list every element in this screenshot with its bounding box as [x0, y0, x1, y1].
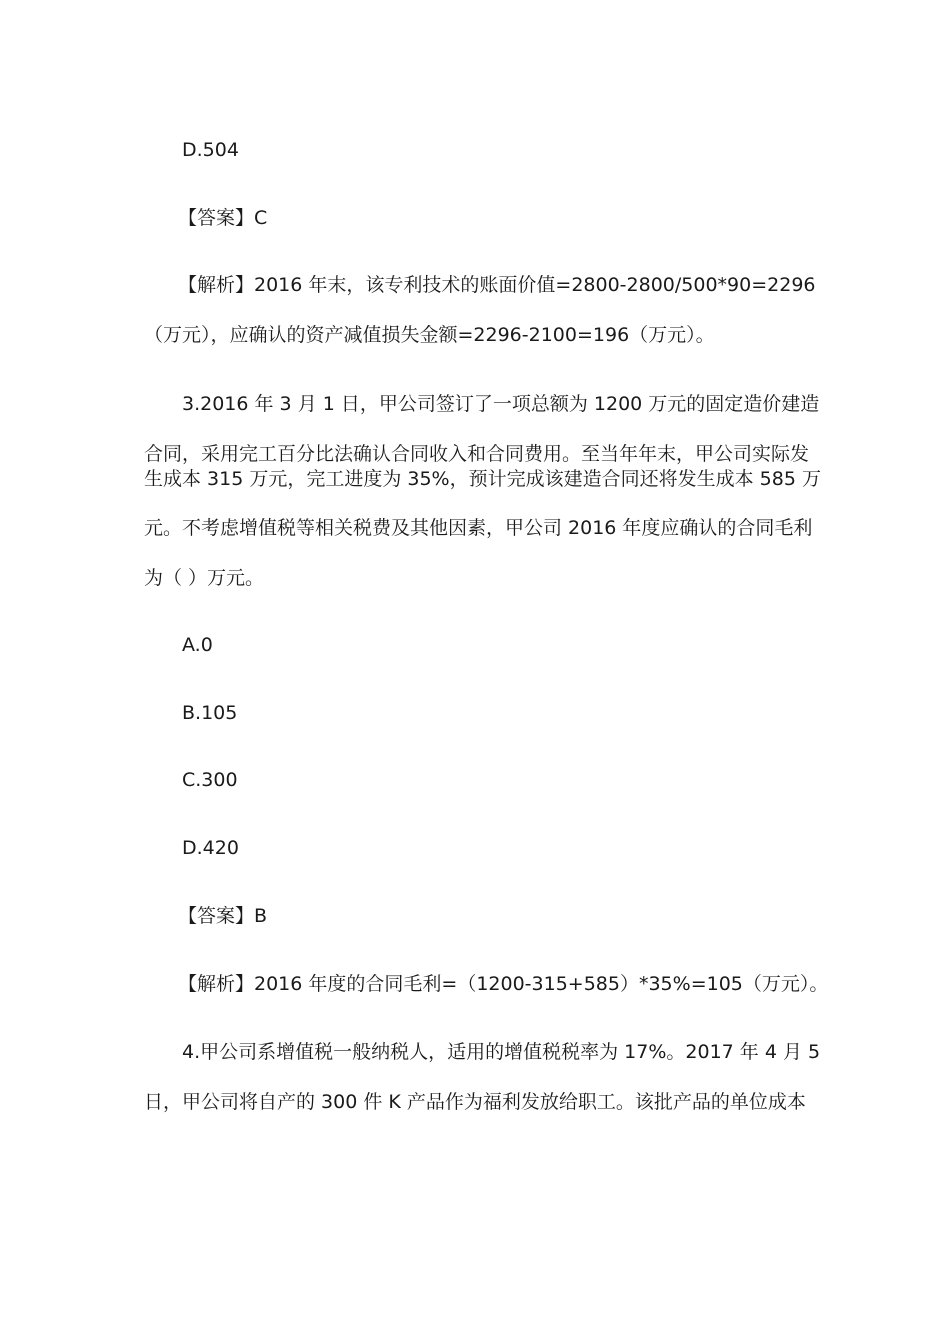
- q4-stem-line2: 日，甲公司将自产的 300 件 K 产品作为福利发放给职工。该批产品的单位成本: [144, 1091, 806, 1113]
- q2-analysis-line1: 【解析】2016 年末，该专利技术的账面价值=2800-2800/500*90=2296: [178, 274, 816, 296]
- q2-answer: 【答案】C: [178, 207, 268, 229]
- q3-stem-line2: 合同，采用完工百分比法确认合同收入和合同费用。至当年年末，甲公司实际发: [144, 443, 810, 465]
- q2-option-d: D.504: [182, 139, 239, 161]
- q3-stem-line5: 为（ ）万元。: [144, 567, 265, 589]
- q3-option-c: C.300: [182, 769, 238, 791]
- q3-stem-line1: 3.2016 年 3 月 1 日，甲公司签订了一项总额为 1200 万元的固定造价建造: [182, 393, 820, 415]
- q4-stem-line1: 4.甲公司系增值税一般纳税人，适用的增值税税率为 17%。2017 年 4 月 5: [182, 1041, 821, 1063]
- q3-analysis: 【解析】2016 年度的合同毛利=（1200-315+585）*35%=105（万元）。: [178, 973, 829, 995]
- q3-answer: 【答案】B: [178, 905, 268, 927]
- q3-stem-line3: 生成本 315 万元，完工进度为 35%，预计完成该建造合同还将发生成本 585 万: [144, 468, 821, 490]
- q3-stem-line4: 元。不考虑增值税等相关税费及其他因素，甲公司 2016 年度应确认的合同毛利: [144, 517, 813, 539]
- q3-option-a: A.0: [182, 634, 213, 656]
- q3-option-d: D.420: [182, 837, 239, 859]
- q3-option-b: B.105: [182, 702, 238, 724]
- q2-analysis-line2: （万元），应确认的资产减值损失金额=2296-2100=196（万元）。: [144, 324, 715, 346]
